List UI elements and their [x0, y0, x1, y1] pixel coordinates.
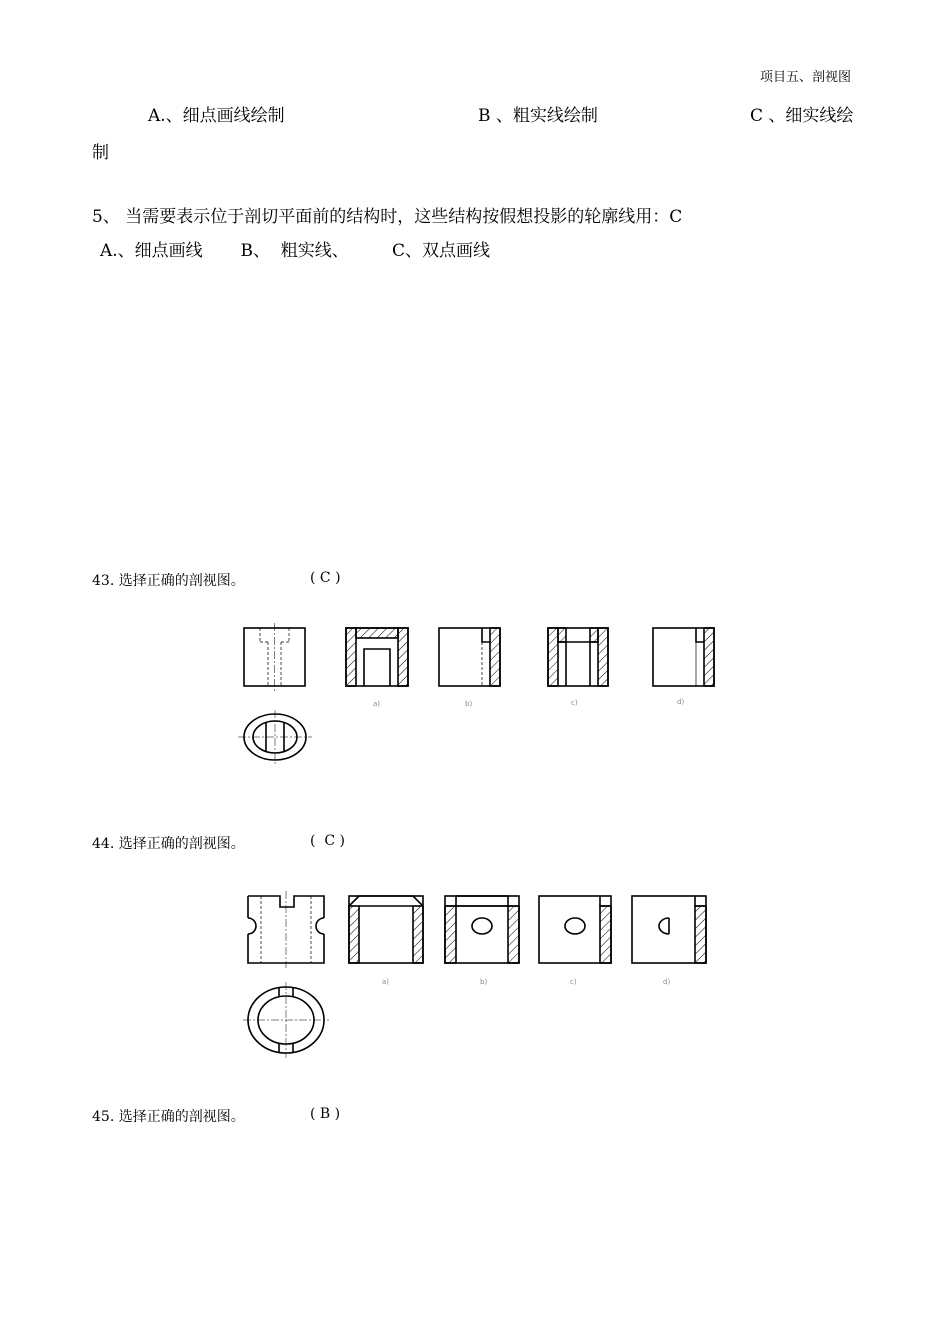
- q44-top-view: [243, 982, 329, 1058]
- q4-option-a: A.、细点画线绘制: [148, 106, 285, 126]
- q43-figure: [230, 615, 730, 775]
- q44-label-a: a): [382, 978, 390, 986]
- q43-option-d: [653, 628, 714, 686]
- q44-label-d: d): [663, 978, 671, 986]
- q5-stem: 5、 当需要表示位于剖切平面前的结构时，这些结构按假想投影的轮廓线用：C: [92, 207, 683, 227]
- page-header: 项目五、剖视图: [760, 70, 852, 85]
- q44-label-b: b): [480, 978, 488, 986]
- q45-stem: 45. 选择正确的剖视图。: [92, 1109, 245, 1125]
- q43-label-a: a): [373, 700, 381, 708]
- q4-option-c-wrap: 制: [92, 143, 109, 163]
- q43-option-a: [346, 628, 408, 686]
- q44-option-d: [632, 896, 706, 963]
- q5-options: A.、细点画线 B、 粗实线、 C、双点画线: [100, 241, 491, 261]
- q44-label-c: c): [570, 978, 577, 986]
- q43-answer: ( C ): [310, 570, 341, 586]
- q44-option-c: [539, 896, 611, 963]
- q43-option-b: [439, 628, 500, 686]
- q44-answer: ( C ): [310, 833, 345, 849]
- q43-label-d: d): [677, 698, 685, 706]
- q45-answer: ( B ): [310, 1106, 341, 1122]
- q4-option-c: C 、细实线绘: [750, 106, 854, 126]
- q44-stem: 44. 选择正确的剖视图。: [92, 836, 245, 852]
- q43-option-c: [548, 628, 608, 686]
- q43-label-c: c): [571, 699, 578, 707]
- q4-option-b: B 、粗实线绘制: [478, 106, 598, 126]
- q43-front-view: [244, 623, 305, 691]
- q43-stem: 43. 选择正确的剖视图。: [92, 573, 245, 589]
- q44-option-a: [349, 896, 423, 963]
- q44-figure: [235, 888, 725, 1060]
- q44-front-view: [248, 891, 324, 968]
- q43-label-b: b): [465, 700, 473, 708]
- q43-top-view: [238, 710, 312, 764]
- q44-option-b: [445, 896, 519, 963]
